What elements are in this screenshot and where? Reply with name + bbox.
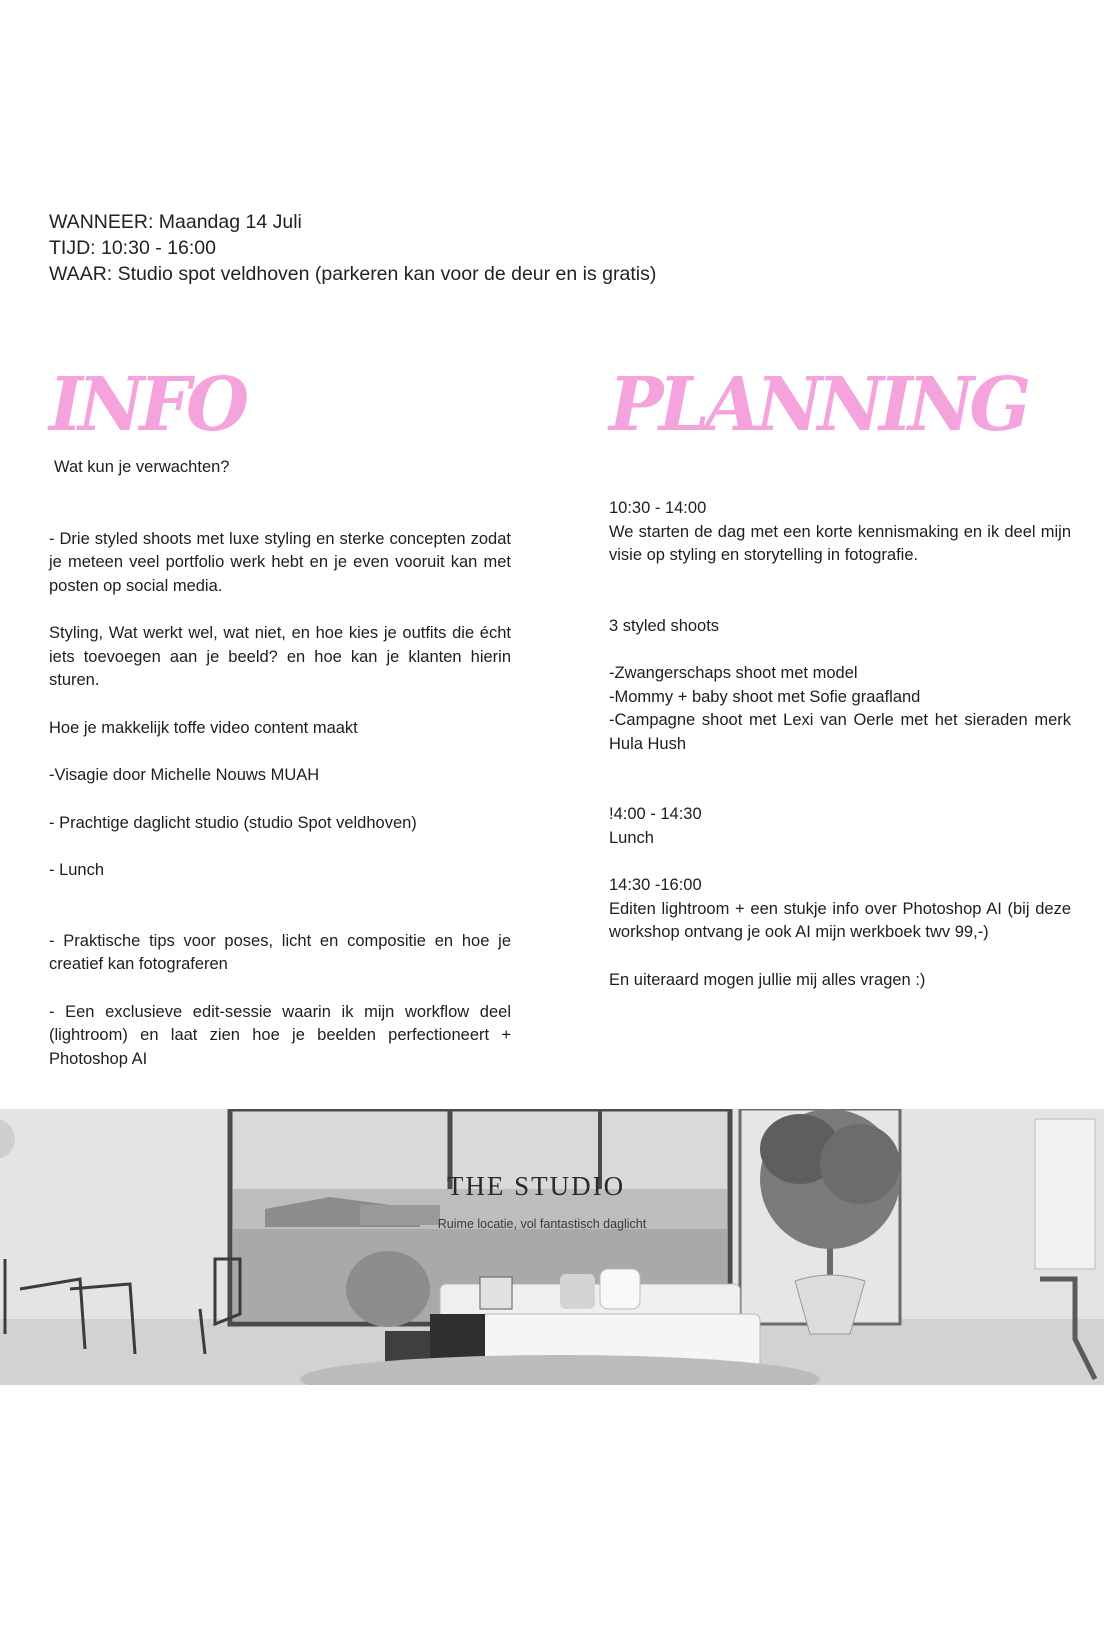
planning-shoot: -Zwangerschaps shoot met model (609, 664, 858, 682)
event-location: WAAR: Studio spot veldhoven (parkeren kan voor de deur en is gratis) (49, 263, 657, 285)
info-item: - Een exclusieve edit-sessie waarin ik mijn workflow deel (lightroom) en laat zien hoe je beelden perfectioneert + Photoshop AI (49, 1002, 511, 1068)
planning-shoot: -Mommy + baby shoot met Sofie graafland (609, 687, 921, 706)
studio-title: THE STUDIO (446, 1171, 626, 1201)
info-item: - Prachtige daglicht studio (studio Spot veldhoven) (49, 813, 417, 832)
info-item: - Drie styled shoots met luxe styling en sterke concepten zodat je meteen veel portfolio werk hebt en je even vooruit kan met posten op social media. (49, 529, 511, 595)
planning-text: Editen lightroom + een stukje info over Photoshop AI (bij deze workshop ontvang je ook AI mijn werkboek twv 99,-) (609, 899, 1071, 941)
planning-text: We starten de dag met een korte kennismaking en ik deel mijn visie op styling en storytelling in fotografie. (609, 522, 1071, 564)
planning-text: Lunch (609, 828, 654, 847)
info-item: -Visagie door Michelle Nouws MUAH (49, 766, 320, 784)
info-heading: INFO (49, 362, 245, 448)
planning-time: 14:30 -16:00 (609, 876, 702, 894)
info-item: - Lunch (49, 861, 105, 879)
studio-photo (0, 1109, 1104, 1385)
info-item: - Praktische tips voor poses, licht en compositie en hoe je creatief kan fotograferen (49, 931, 511, 973)
planning-time: 10:30 - 14:00 (609, 499, 707, 517)
planning-shoot: -Campagne shoot met Lexi van Oerle met het sieraden merk Hula Hush (609, 711, 1071, 753)
info-item: Styling, Wat werkt wel, wat niet, en hoe kies je outfits die écht iets toevoegen aan je beeld? en hoe kan je klanten hierin sturen. (49, 624, 511, 689)
info-column (49, 362, 511, 1071)
studio-subtitle: Ruime locatie, vol fantastisch daglicht (437, 1217, 647, 1231)
planning-heading: PLANNING (609, 362, 1027, 448)
planning-closing: En uiteraard mogen jullie mij alles vragen :) (609, 970, 926, 989)
event-details (49, 209, 656, 287)
planning-column (609, 362, 1071, 992)
info-subheading: Wat kun je verwachten? (54, 458, 230, 476)
info-item: Hoe je makkelijk toffe video content maakt (49, 718, 358, 737)
planning-time: !4:00 - 14:30 (609, 805, 702, 823)
planning-shoots-title: 3 styled shoots (609, 616, 720, 635)
event-date: WANNEER: Maandag 14 Juli (49, 211, 302, 233)
event-time: TIJD: 10:30 - 16:00 (49, 237, 216, 259)
studio-banner (0, 1109, 1104, 1385)
